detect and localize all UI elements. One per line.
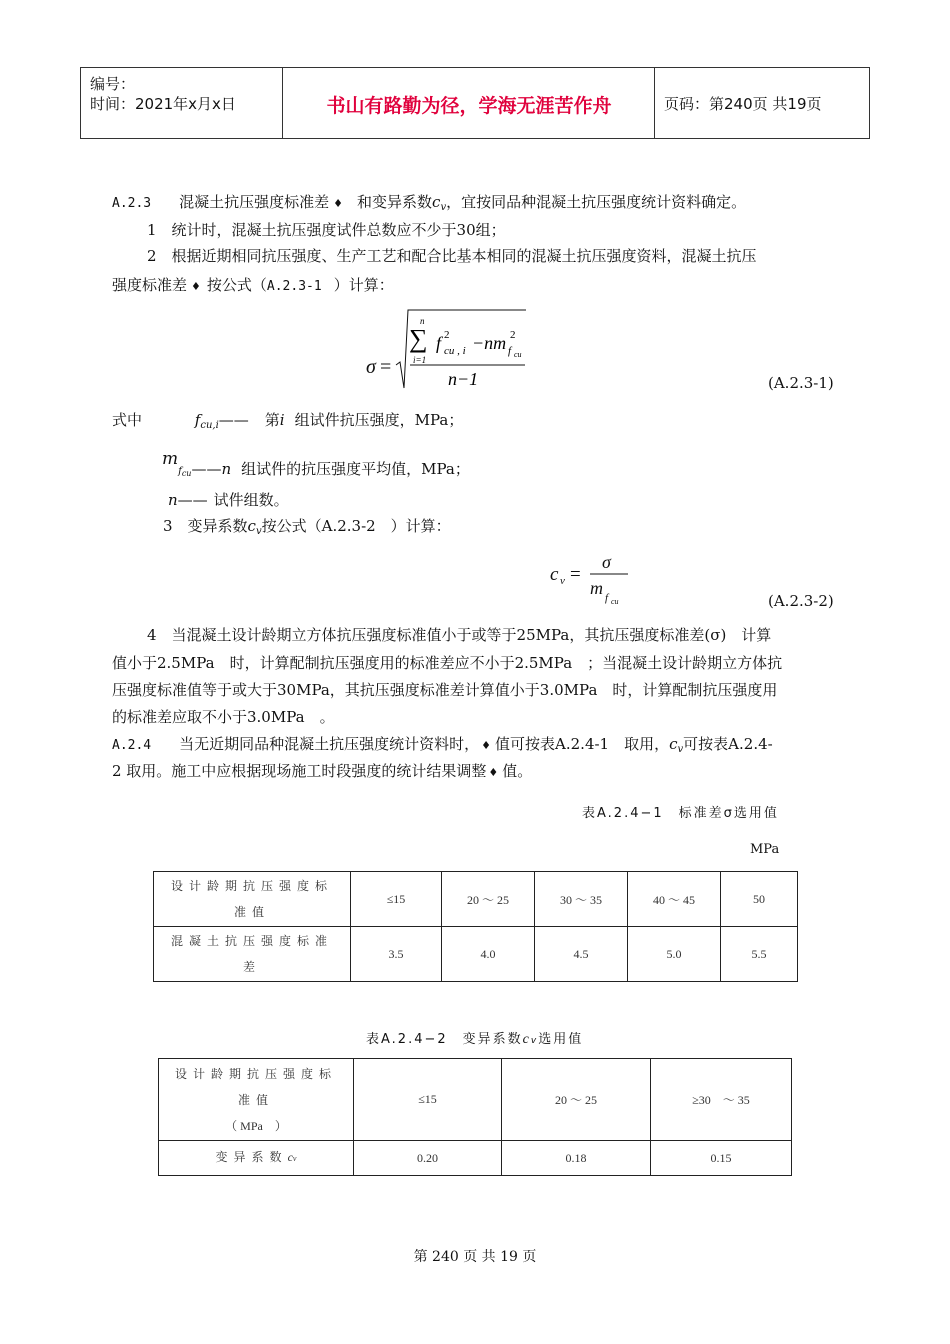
table1-header-cell: 50: [721, 872, 798, 927]
table1-header-cell: 30 ～ 35: [535, 872, 628, 927]
page-footer: 第 240 页 共 19 页: [413, 1249, 537, 1265]
formula-sigma: [360, 302, 540, 392]
svg-text:−nm: −nm: [472, 333, 507, 353]
svg-text:m: m: [590, 578, 603, 598]
section-a23-item2-line2: 强度标准差 ♦ 按公式（A.2.3-1 ）计算：: [112, 276, 394, 294]
table1-row2-label: 混凝土抗压强度标准 差: [154, 927, 351, 982]
table1: [153, 871, 798, 982]
svg-text:=: =: [380, 356, 392, 378]
table2-value-cell: 0.18: [502, 1141, 651, 1176]
svg-text:=: =: [570, 564, 581, 585]
svg-text:v: v: [560, 575, 565, 587]
section-a24-line2: 2 取用。施工中应根据现场施工时段强度的统计结果调整 ♦ 值。: [112, 762, 533, 780]
formula-number-2: (A.2.3-2): [768, 592, 834, 610]
section-a23-heading: A.2.3 混凝土抗压强度标准差 ♦ 和变异系数$c_v$，宜按同品种混凝土抗压强度统计资料确定。: [112, 193, 747, 213]
header-meta: [90, 74, 236, 114]
where-n: n—— 试件组数。: [168, 491, 289, 509]
formula-number-1: (A.2.3-1): [768, 374, 834, 392]
diamond-icon: ♦: [488, 766, 499, 779]
table2-header-cell: ≥30 ～ 35: [651, 1059, 792, 1141]
header-date: 时间：2021年x月x日: [90, 95, 236, 113]
table1-caption: 表A.2.4−1 标准差σ选用值: [582, 806, 779, 821]
item4-line2: 值小于2.5MPa 时，计算配制抗压强度用的标准差应不小于2.5MPa ；当混凝土设计龄期立方体抗: [112, 654, 783, 672]
where-f: 式中 $f_{cu,i}——$ 第i 组试件抗压强度，MPa；: [112, 411, 464, 431]
svg-text:c: c: [550, 564, 559, 585]
section-a23-item1: 1 统计时，混凝土抗压强度试件总数应不少于30组；: [147, 221, 506, 239]
item4-line4: 的标准差应取不小于3.0MPa 。: [112, 708, 335, 726]
table1-value-cell: 5.0: [628, 927, 721, 982]
table2-header-cell: ≤15: [354, 1059, 502, 1141]
item4-line1: 4 当混凝土设计龄期立方体抗压强度标准值小于或等于25MPa，其抗压强度标准差(σ) 计算: [147, 626, 772, 644]
table1-value-cell: 5.5: [721, 927, 798, 982]
table2-value-cell: 0.15: [651, 1141, 792, 1176]
item4-line3: 压强度标准值等于或大于30MPa，其抗压强度标准差计算值小于3.0MPa 时，计算配制抗压强度用: [112, 681, 778, 699]
table2-header-cell: 20 ～ 25: [502, 1059, 651, 1141]
item3: 3 变异系数$c_v$按公式（A.2.3-2 ）计算：: [163, 517, 451, 537]
svg-text:n: n: [420, 316, 425, 326]
diamond-icon: ♦: [191, 280, 201, 293]
svg-text:cu: cu: [611, 597, 619, 606]
svg-text:f: f: [436, 333, 442, 353]
svg-text:i=1: i=1: [413, 355, 427, 365]
table1-unit: MPa: [750, 842, 780, 857]
table1-header-cell: ≤15: [351, 872, 442, 927]
page-header: [80, 67, 870, 139]
header-page-number: 页码：第240页 共19页: [664, 95, 822, 113]
svg-text:2: 2: [510, 329, 516, 341]
where-m: $m_{fcu}——n$ 组试件的抗压强度平均值，MPa；: [162, 449, 470, 478]
table1-header-cell: 20 ～ 25: [442, 872, 535, 927]
formula-cv: [546, 548, 646, 610]
diamond-icon: ♦: [481, 739, 492, 752]
table2-value-cell: 0.20: [354, 1141, 502, 1176]
svg-text:f: f: [605, 592, 609, 604]
svg-text:cu , i: cu , i: [444, 345, 466, 357]
svg-text:2: 2: [444, 329, 450, 341]
table2-row1-label: 设计龄期抗压强度标 准值 （ MPa ）: [159, 1059, 354, 1141]
sum-icon: ∑: [409, 324, 428, 353]
header-number: 编号：: [90, 75, 136, 93]
svg-text:σ: σ: [602, 552, 611, 572]
table1-value-cell: 3.5: [351, 927, 442, 982]
table2: [158, 1058, 792, 1176]
table1-header-cell: 40 ～ 45: [628, 872, 721, 927]
table2-row2-label: 变异系数cv: [159, 1141, 354, 1176]
diamond-icon: ♦: [333, 197, 344, 210]
header-motto: 书山有路勤为径，学海无涯苦作舟: [326, 95, 612, 117]
svg-text:n−1: n−1: [448, 369, 479, 389]
table2-caption: 表A.2.4−2 变异系数cv选用值: [366, 1032, 584, 1047]
section-a24-line1: A.2.4 当无近期同品种混凝土抗压强度统计资料时， ♦ 值可按表A.2.4-1 取用，$c_v$可按表A.2.4-: [112, 735, 773, 755]
svg-text:σ: σ: [366, 356, 376, 378]
section-a23-item2-line1: 2 根据近期相同抗压强度、生产工艺和配合比基本相同的混凝土抗压强度资料，混凝土抗压: [147, 247, 757, 265]
svg-text:cu: cu: [514, 350, 522, 359]
svg-text:f: f: [508, 345, 512, 357]
table1-row1-label: 设计龄期抗压强度标 准值: [154, 872, 351, 927]
table1-value-cell: 4.5: [535, 927, 628, 982]
table1-value-cell: 4.0: [442, 927, 535, 982]
